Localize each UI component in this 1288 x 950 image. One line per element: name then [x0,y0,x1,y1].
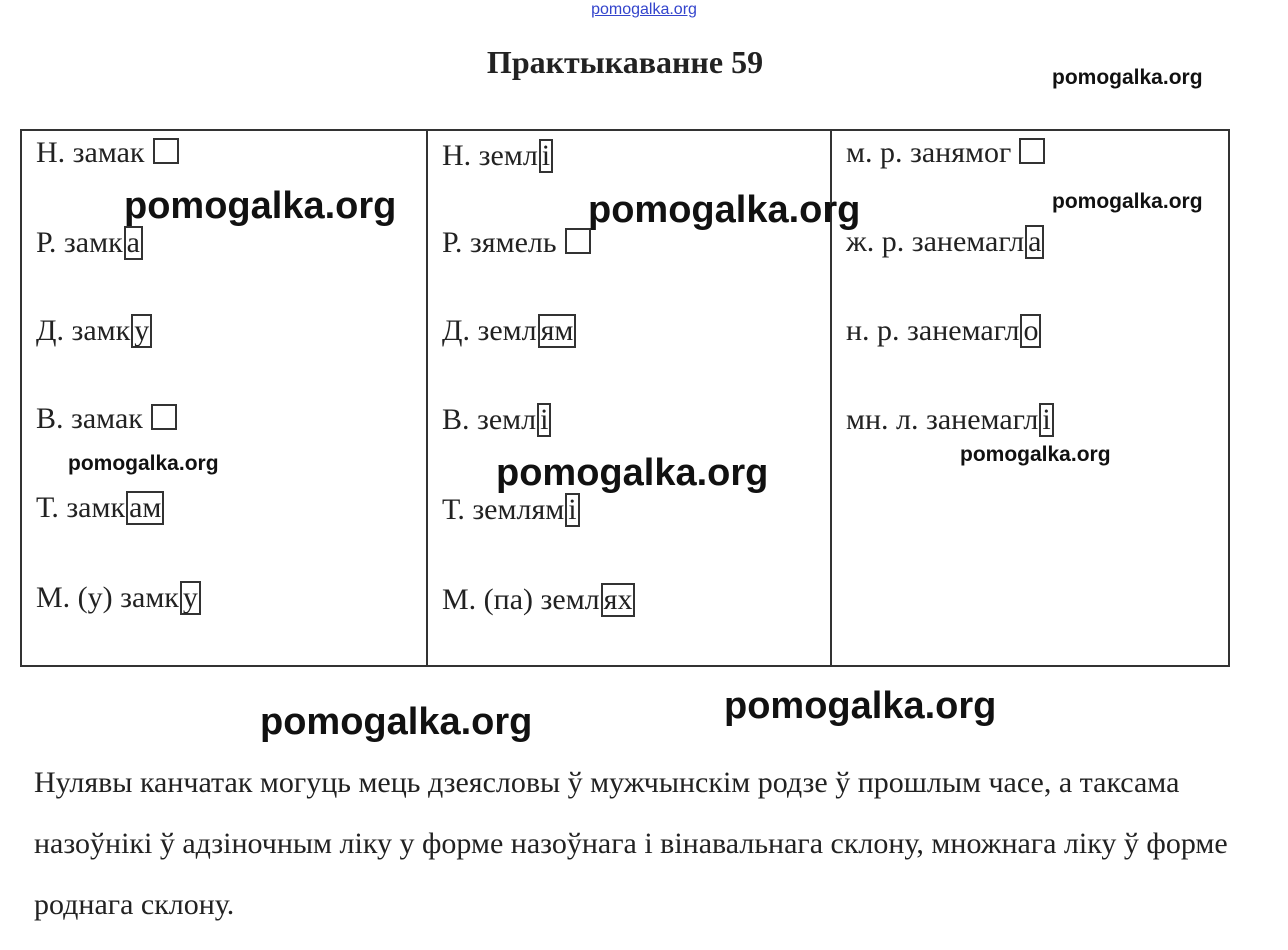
word-form: Т. землям [442,493,565,526]
word-form: М. (у) замк [36,581,179,614]
word-form: М. (па) земл [442,583,600,616]
table-row [846,314,1041,348]
table-row [36,491,164,525]
ending-box: і [539,139,553,173]
ending-box: у [180,581,201,615]
word-form: Н. замак [36,136,145,169]
table-row [36,314,152,348]
word-form: Р. зямель [442,226,557,259]
watermark: pomogalka.org [260,701,533,743]
word-form: Р. замк [36,226,123,259]
word-form: мн. л. занемагл [846,403,1039,436]
table-row [846,403,1054,437]
watermark: pomogalka.org [588,189,861,231]
word-form: В. замак [36,402,143,435]
word-form: н. р. занемагл [846,314,1020,347]
ending-box: а [1025,225,1044,259]
watermark: pomogalka.org [724,685,997,727]
ending-box: і [1039,403,1053,437]
table-row [36,136,179,170]
table-row [846,136,1045,170]
word-form: Т. замк [36,491,126,524]
zero-ending-box [153,138,179,164]
watermark: pomogalka.org [960,443,1111,466]
table-row [36,402,177,436]
table-row [442,493,580,527]
table-row [442,226,591,260]
word-form: м. р. занямог [846,136,1012,169]
ending-box: і [537,403,551,437]
explanation-paragraph: Нулявы канчатак могуць мець дзеясловы ў мужчынскім родзе ў прошлым часе, а таксама назоўнікі ў адзіночным ліку у форме назоўнага і вінавальнага склону, множнага ліку ў форме роднага склону. [34,766,1228,921]
word-form: В. земл [442,403,537,436]
ending-box: о [1020,314,1041,348]
watermark: pomogalka.org [496,452,769,494]
table-row [36,581,201,615]
table-row [846,225,1044,259]
table-row [442,139,553,173]
zero-ending-box [151,404,177,430]
watermark: pomogalka.org [68,452,219,475]
word-form: ж. р. занемагл [846,225,1025,258]
word-form: Д. замк [36,314,131,347]
ending-box: у [131,314,152,348]
table-row [442,403,551,437]
table-row [442,583,635,617]
table-row [36,226,143,260]
zero-ending-box [1019,138,1045,164]
ending-box: ям [538,314,577,348]
word-form: Н. земл [442,139,538,172]
watermark: pomogalka.org [124,185,397,227]
table-row [442,314,576,348]
watermark: pomogalka.org [1052,190,1203,213]
word-form: Д. земл [442,314,537,347]
page-title: Практыкаванне 59 [486,44,764,80]
top-site-link[interactable]: pomogalka.org [591,1,697,18]
ending-box: ях [601,583,636,617]
ending-box: і [565,493,579,527]
ending-box: ам [126,491,164,525]
zero-ending-box [565,228,591,254]
watermark: pomogalka.org [1052,66,1203,89]
ending-box: а [124,226,143,260]
